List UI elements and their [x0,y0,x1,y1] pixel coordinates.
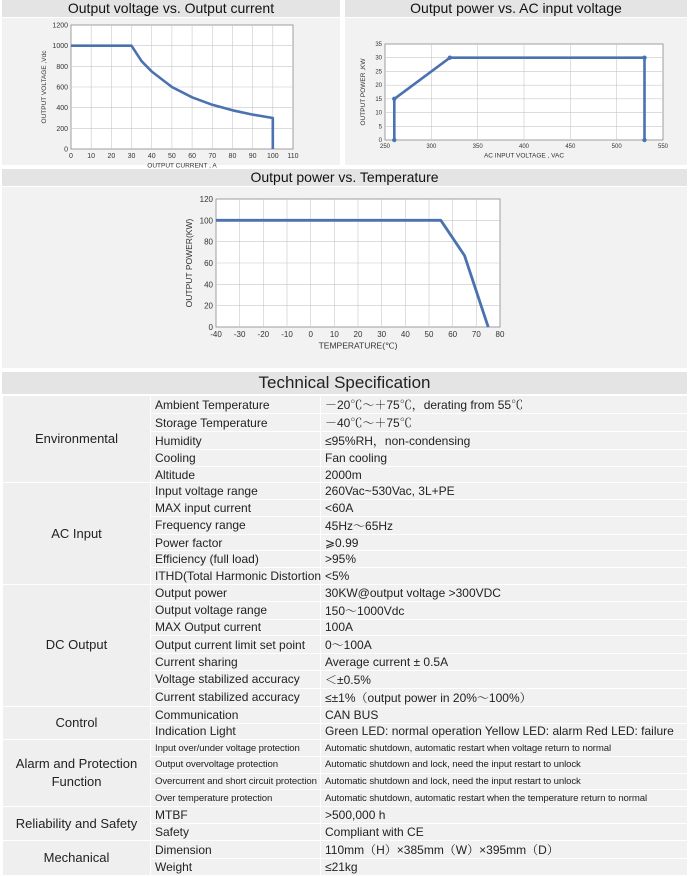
y-tick-label: 0 [208,323,213,332]
x-tick-label: 20 [107,153,116,160]
y-tick-label: 1000 [52,43,68,51]
x-tick-label: 550 [657,144,669,150]
spec-value: －40℃～＋75℃ [321,414,688,432]
data-point [392,97,396,101]
y-tick-label: 100 [199,216,213,226]
spec-label: ITHD(Total Harmonic Distortion [151,568,321,585]
spec-value: Green LED: normal operation Yellow LED: alarm Red LED: failure [321,723,688,740]
x-axis-label: AC INPUT VOLTAGE , VAC [483,152,565,160]
spec-label: Humidity [151,432,321,450]
spec-label: Output overvoltage protection [151,756,321,773]
spec-label: Efficiency (full load) [151,551,321,568]
spec-label: Dimension [151,841,321,859]
x-tick-label: 400 [518,144,530,150]
chart-pv-panel [345,18,687,165]
x-tick-label: 110 [287,153,299,160]
x-tick-label: 50 [424,330,434,339]
spec-label: Input over/under voltage protection [151,740,321,757]
spec-label: Output voltage range [151,601,321,619]
spec-label: Overcurrent and short circuit protection [151,773,321,790]
x-tick-label: 10 [87,153,96,160]
spec-label: Output power [151,584,321,601]
x-tick-label: 500 [611,144,622,150]
y-tick-label: 0 [378,138,382,144]
spec-label: Indication Light [151,723,321,740]
y-tick-label: 1200 [52,22,68,30]
spec-value: 150～1000Vdc [321,601,688,619]
spec-label: Cooling [151,450,321,467]
x-tick-label: 90 [248,153,257,160]
y-tick-label: 120 [199,195,213,204]
spec-value: Automatic shutdown, automatic restart when voltage return to normal [321,740,688,757]
y-tick-label: 600 [56,84,68,92]
spec-value: Automatic shutdown and lock, need the input restart to unlock [321,773,688,790]
spec-value: －20℃～＋75℃，derating from 55℃ [321,396,688,414]
x-tick-label: -40 [210,330,222,339]
x-tick-label: -10 [281,330,293,339]
x-tick-label: 350 [472,144,483,150]
data-point [642,138,646,142]
spec-label: Altitude [151,466,321,483]
spec-row [3,740,688,757]
data-point [642,56,646,60]
x-tick-label: -30 [233,330,246,339]
x-tick-label: 10 [329,330,339,339]
spec-row [3,807,688,824]
spec-value: 110mm（H）×385mm（W）×395mm（D） [321,841,688,859]
x-axis-label: TEMPERATURE(℃) [318,340,398,351]
spec-label: Communication [151,706,321,723]
spec-value: 0～100A [321,636,688,654]
y-tick-label: 400 [56,105,68,113]
spec-row [3,584,688,601]
spec-label: Ambient Temperature [151,396,321,414]
spec-value: <5% [321,568,688,585]
spec-table [2,395,688,876]
spec-label: Weight [151,859,321,876]
y-axis-label: OUTPUT POWER(KW) [184,218,194,308]
spec-row [3,706,688,723]
chart-pt-svg [2,187,687,368]
y-tick-label: 40 [204,280,213,290]
spec-title: Technical Specification [2,372,687,394]
y-tick-label: 80 [204,237,213,247]
spec-value: 100A [321,619,688,636]
x-tick-label: 40 [147,153,156,160]
y-axis-label: OUTPUT POWER ,KW [360,58,367,126]
chart-pt-title: Output power vs. Temperature [2,169,687,186]
x-tick-label: 80 [228,153,237,160]
y-tick-label: 30 [375,55,382,62]
chart-vi-svg [2,18,340,170]
x-tick-label: 0 [69,153,73,160]
x-tick-label: 250 [379,144,391,150]
x-tick-label: 30 [127,153,136,160]
y-tick-label: 10 [375,110,382,117]
spec-value: ＜±0.5% [321,670,688,688]
chart-vi-panel [2,18,340,170]
spec-value: >500,000 h [321,807,688,824]
y-tick-label: 20 [375,83,382,90]
x-tick-label: 300 [426,144,437,150]
y-tick-label: 25 [375,69,382,76]
spec-label: MAX Output current [151,619,321,636]
spec-label: MTBF [151,807,321,824]
chart-pv-svg [345,18,687,165]
chart-pv-title: Output power vs. AC input voltage [345,0,687,17]
x-tick-label: -20 [257,330,270,339]
x-tick-label: 60 [188,153,196,160]
spec-value: 260Vac~530Vac, 3L+PE [321,483,688,500]
x-tick-label: 20 [353,330,363,339]
y-tick-label: 60 [204,259,213,268]
spec-value: Automatic shutdown and lock, need the input restart to unlock [321,756,688,773]
spec-value: Automatic shutdown, automatic restart when the temperature return to normal [321,790,688,807]
group-reliability-safety: Reliability and Safety [3,807,151,841]
data-point [448,56,452,60]
x-tick-label: 60 [448,330,458,339]
spec-label: Current stabilized accuracy [151,688,321,706]
spec-value: CAN BUS [321,706,688,723]
spec-value: ≤21kg [321,859,688,876]
group-ac-input: AC Input [3,483,151,584]
spec-value: 2000m [321,466,688,483]
y-axis-label: OUTPUT VOLTAGE ,Vdc [41,50,48,124]
x-tick-label: 0 [308,330,313,339]
x-axis-label: OUTPUT CURRENT , A [147,162,217,170]
spec-value: ⩾0.99 [321,534,688,551]
spec-label: Current sharing [151,654,321,671]
spec-row [3,841,688,859]
spec-label: Storage Temperature [151,414,321,432]
chart-vi-title: Output voltage vs. Output current [2,0,340,17]
x-tick-label: 70 [471,330,481,339]
x-tick-label: 70 [208,153,217,160]
y-tick-label: 15 [375,96,382,103]
spec-value: Fan cooling [321,450,688,467]
group-dc-output: DC Output [3,584,151,706]
spec-value: >95% [321,551,688,568]
spec-value: 30KW@output voltage >300VDC [321,584,688,601]
y-tick-label: 20 [204,301,213,311]
spec-label: Safety [151,824,321,841]
spec-row [3,483,688,500]
y-tick-label: 0 [64,146,68,154]
group-mechanical: Mechanical [3,841,151,876]
x-tick-label: 450 [565,144,576,150]
spec-label: Over temperature protection [151,790,321,807]
x-tick-label: 80 [495,330,505,339]
spec-label: Frequency range [151,516,321,534]
spec-label: Voltage stabilized accuracy [151,670,321,688]
y-tick-label: 5 [378,124,382,131]
spec-label: Input voltage range [151,483,321,500]
y-tick-label: 200 [56,125,68,133]
y-tick-label: 800 [56,63,68,71]
data-point [392,138,396,142]
chart-pt-panel [2,187,687,368]
x-tick-label: 40 [400,330,410,339]
group-control: Control [3,706,151,739]
x-tick-label: 30 [377,330,387,339]
x-tick-label: 100 [266,153,279,160]
y-tick-label: 35 [375,42,382,48]
spec-value: 45Hz～65Hz [321,516,688,534]
group-alarm-protection: Alarm and Protection Function [3,740,151,807]
spec-label: MAX input current [151,500,321,517]
spec-label: Output current limit set point [151,636,321,654]
x-tick-label: 50 [168,153,176,160]
spec-label: Power factor [151,534,321,551]
spec-value: Compliant with CE [321,824,688,841]
spec-value: ≤±1%（output power in 20%～100%） [321,688,688,706]
spec-value: ≤95%RH，non-condensing [321,432,688,450]
group-environmental: Environmental [3,396,151,483]
spec-row [3,396,688,414]
spec-value: Average current ± 0.5A [321,654,688,671]
spec-value: <60A [321,500,688,517]
